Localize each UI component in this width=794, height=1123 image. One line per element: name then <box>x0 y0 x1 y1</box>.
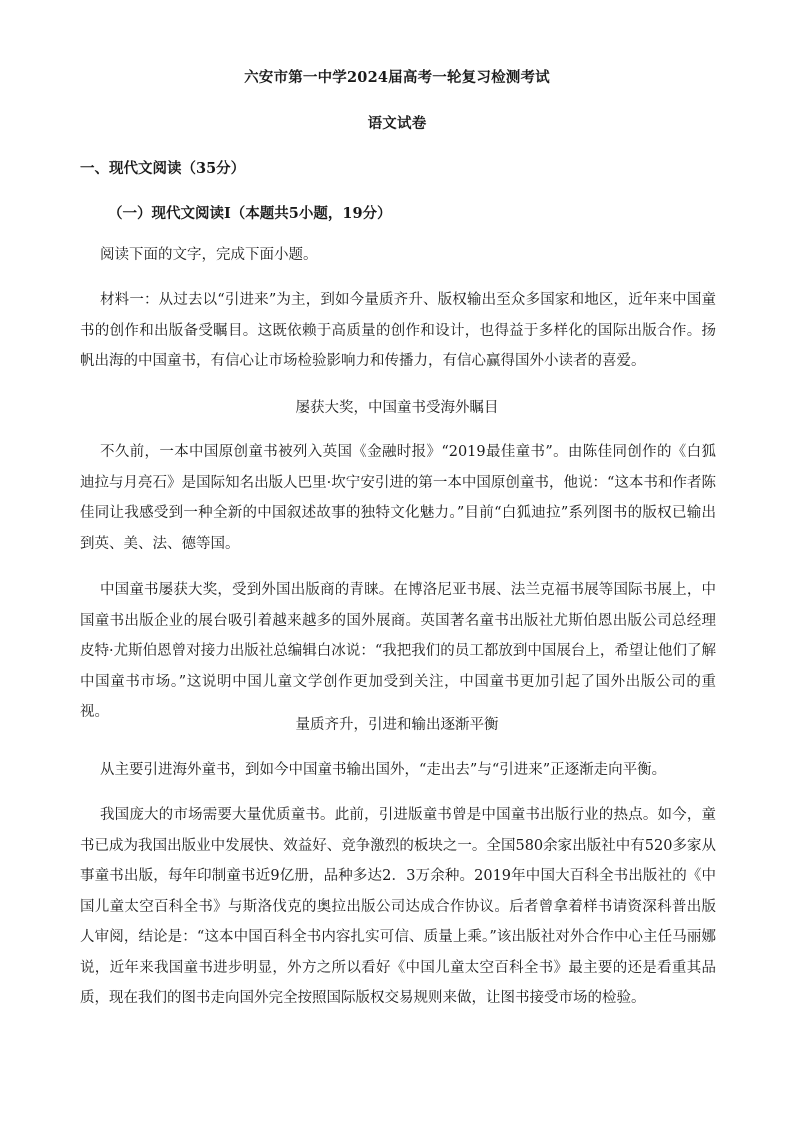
exam-subject: 语文试卷 <box>367 115 427 132</box>
material-paragraph-3: 中国童书屡获大奖，受到外国出版商的青睐。在博洛尼亚书展、法兰克福书展等国际书展上，中国童书出版企业的展台吸引着越来越多的国外展商。英国著名童书出版社尤斯伯恩出版公司总经理皮特·尤斯伯恩曾对接力出版社总编辑白冰说：“我把我们的员工都放到中国展台上，希望让他们了解中国童书市场。”这说明中国儿童文学创作更加受到关注，中国童书更加引起了国外出版公司的重视。 <box>80 582 716 720</box>
article-subheading-2: 量质齐升，引进和输出逐渐平衡 <box>295 717 499 733</box>
article-subheading-1: 屡获大奖，中国童书受海外瞩目 <box>295 400 499 416</box>
instruction-text: 阅读下面的文字，完成下面小题。 <box>100 247 318 263</box>
subsection-heading: （一）现代文阅读Ⅰ（本题共5小题，19分） <box>108 205 392 222</box>
section-heading: 一、现代文阅读（35分） <box>80 160 246 177</box>
material-paragraph-2: 不久前，一本中国原创童书被列入英国《金融时报》“2019最佳童书”。由陈佳同创作的《白狐迪拉与月亮石》是国际知名出版人巴里·坎宁安引进的第一本中国原创童书，他说：“这本书和作者陈佳同让我感受到一种全新的中国叙述故事的独特文化魅力。”目前“白狐迪拉”系列图书的版权已输出到英、美、法、德等国。 <box>80 444 716 552</box>
material-paragraph-4: 从主要引进海外童书，到如今中国童书输出国外，“走出去”与“引进来”正逐渐走向平衡。 <box>100 762 667 778</box>
material-paragraph-1: 材料一：从过去以“引进来”为主，到如今量质齐升、版权输出至众多国家和地区，近年来中国童书的创作和出版备受瞩目。这既依赖于高质量的创作和设计，也得益于多样化的国际出版合作。扬帆出海的中国童书，有信心让市场检验影响力和传播力，有信心赢得国外小读者的喜爱。 <box>80 292 716 369</box>
material-paragraph-5: 我国庞大的市场需要大量优质童书。此前，引进版童书曾是中国童书出版行业的热点。如今，童书已成为我国出版业中发展快、效益好、竞争激烈的板块之一。全国580余家出版社中有520多家从事童书出版，每年印制童书近9亿册，品种多达2．3万余种。2019年中国大百科全书出版社的《中国儿童太空百科全书》与斯洛伐克的奥拉出版公司达成合作协议。后者曾拿着样书请资深科普出版人审阅，结论是：“这本中国百科全书内容扎实可信、质量上乘。”该出版社对外合作中心主任马丽娜说，近年来我国童书进步明显，外方之所以看好《中国儿童太空百科全书》最主要的还是看重其品质，现在我们的图书走向国外完全按照国际版权交易规则来做，让图书接受市场的检验。 <box>80 807 716 1006</box>
exam-title: 六安市第一中学2024届高考一轮复习检测考试 <box>244 69 550 86</box>
